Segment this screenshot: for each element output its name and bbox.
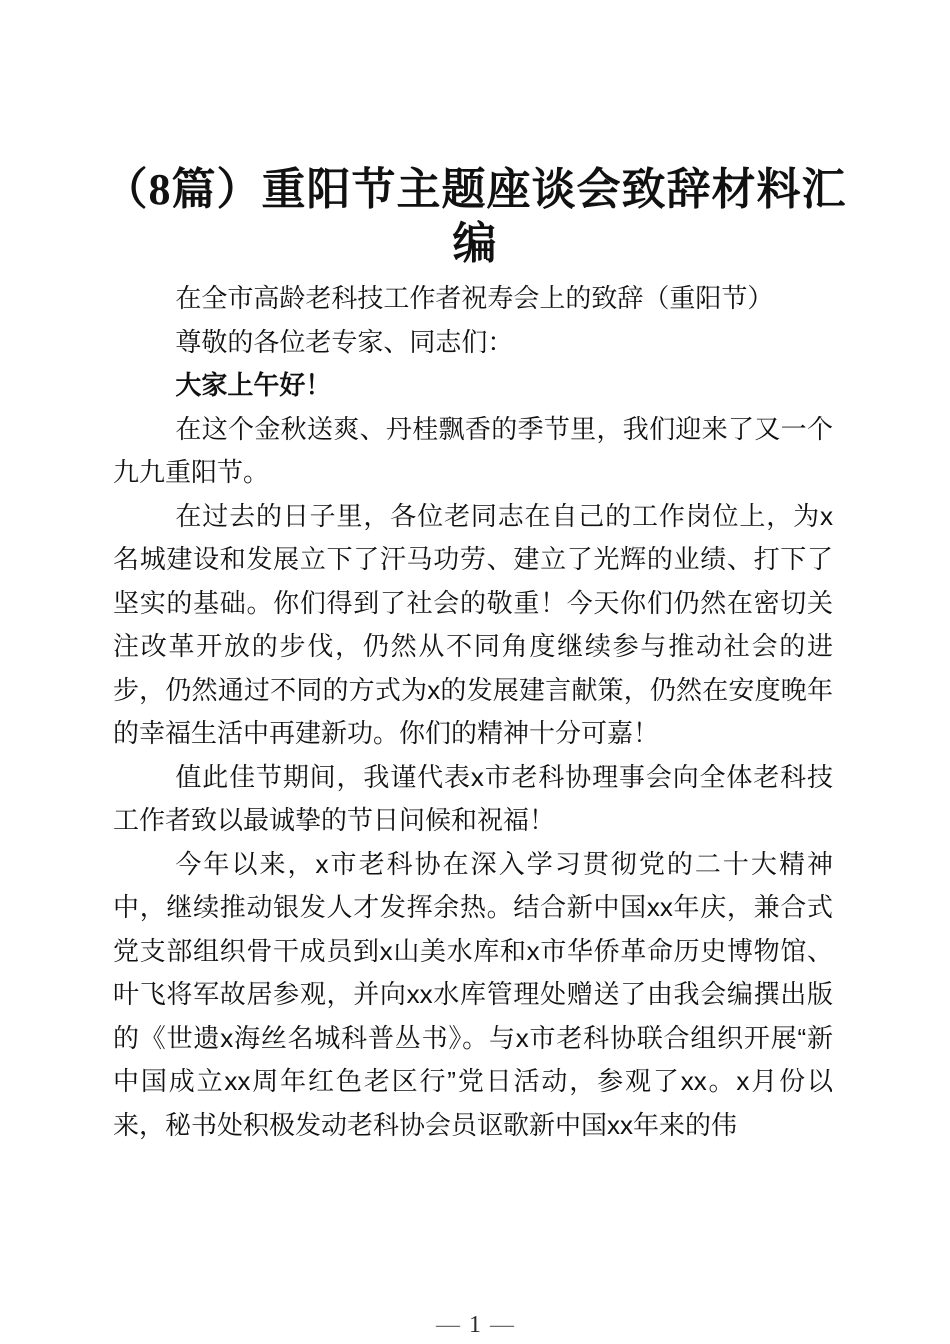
paragraph-greeting: 大家上午好！	[175, 370, 332, 400]
footer-dash-right: —	[490, 1312, 514, 1338]
document-body	[113, 277, 833, 1147]
document-title-line-2: 编	[452, 219, 498, 268]
document-title-line-1: （8篇）重阳节主题座谈会致辞材料汇	[103, 165, 847, 214]
paragraph-3: 在这个金秋送爽、丹桂飘香的季节里，我们迎来了又一个九九重阳节。	[113, 413, 833, 487]
paragraph-5: 值此佳节期间，我谨代表x市老科协理事会向全体老科技工作者致以最诚挚的节日问候和祝福！	[113, 761, 833, 835]
page-number: 1	[469, 1312, 481, 1338]
paragraph-salutation: 尊敬的各位老专家、同志们：	[175, 326, 514, 357]
paragraph-subtitle: 在全市高龄老科技工作者祝寿会上的致辞（重阳节）	[175, 283, 774, 313]
paragraph-6: 今年以来，x市老科协在深入学习贯彻党的二十大精神中，继续推动银发人才发挥余热。结合新中国xx年庆，兼合式党支部组织骨干成员到x山美水库和x市华侨革命历史博物馆、叶飞将军故居参观，并向xx水库管理处赠送了由我会编撰出版的《世遗x海丝名城科普丛书》。与x市老科协联合组织开展“新中国成立xx周年红色老区行”党日活动，参观了xx。x月份以来，秘书处积极发动老科协会员讴歌新中国xx年来的伟	[113, 848, 833, 1140]
paragraph-4: 在过去的日子里，各位老同志在自己的工作岗位上，为x名城建设和发展立下了汗马功劳、建立了光辉的业绩、打下了坚实的基础。你们得到了社会的敬重！今天你们仍然在密切关注改革开放的步伐，仍然从不同角度继续参与推动社会的进步，仍然通过不同的方式为x的发展建言献策，仍然在安度晚年的幸福生活中再建新功。你们的精神十分可嘉！	[113, 500, 833, 748]
page-footer	[0, 1312, 950, 1338]
footer-dash-left: —	[436, 1312, 460, 1338]
document-title	[75, 163, 875, 271]
